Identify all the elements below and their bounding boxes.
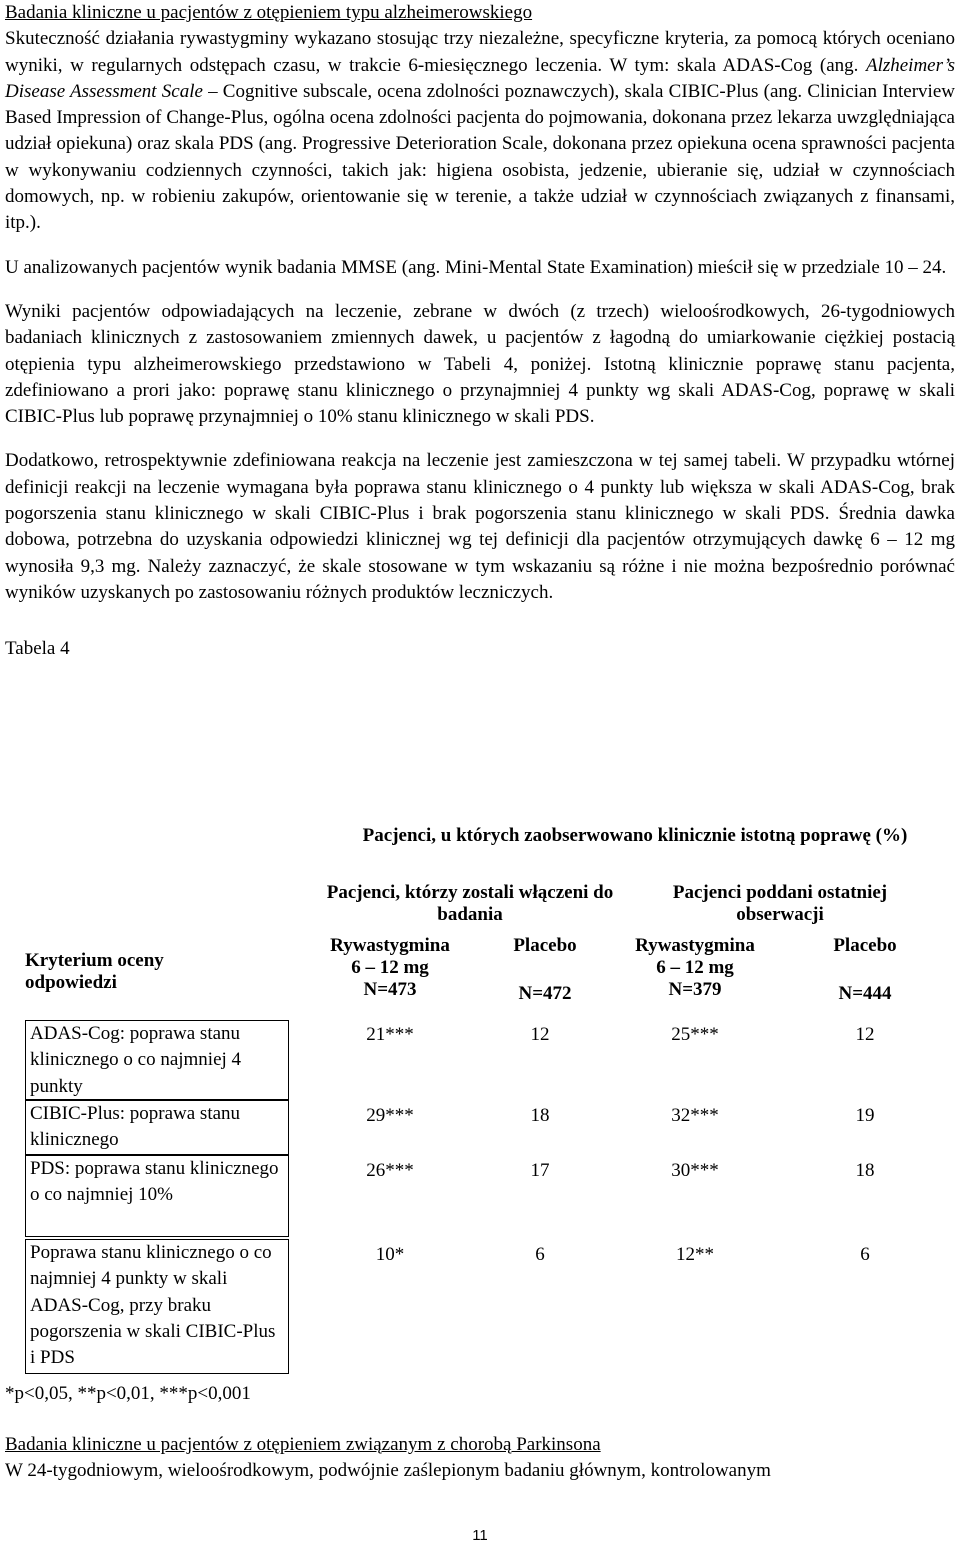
table-cell: 6 [860,1244,870,1265]
table-cell: 6 [535,1244,545,1265]
paragraph-results: Wyniki pacjentów odpowiadających na leczenie, zebrane w dwóch (z trzech) wieloośrodkowych, 26-tygodniowych badaniach klinicznych z zastosowaniem zmiennych dawek, u pacjentów z łagodną do umiarkowanie ciężkiej postacią otępienia typu alzheimerowskiego przedstawiono w Tabeli 4, poniżej. Istotną klinicznie poprawę stanu pacjenta, zdefiniowano a prori jako: poprawę stanu klinicznego o przynajmniej 4 punkty wg skali ADAS-Cog, poprawę w skali CIBIC-Plus lub poprawę przynajmniej o 10% stanu klinicznego w skali PDS. [5,300,955,428]
table-cell: 12 [530,1024,550,1045]
table-row-label: ADAS-Cog: poprawa stanu klinicznego o co najmniej 4 punkty [25,1020,289,1100]
table-row-label: Poprawa stanu klinicznego o co najmniej 4 punkty w skali ADAS-Cog, przy braku pogorszenia w skali CIBIC-Plus i PDS [25,1239,289,1374]
paragraph-scales-italic: Alzheimer’s Disease Assessment Scale [5,54,955,102]
table-cell: 29*** [366,1105,414,1126]
col-header-2 [475,935,615,1005]
table-title: Tabela 4 [5,638,70,660]
col-4-drug: Placebo [833,935,897,956]
col-2-dose [475,957,615,983]
col-4-dose [795,957,935,983]
table-row-label: PDS: poprawa stanu klinicznego o co najmniej 10% [25,1155,289,1237]
paragraph-parkinson: W 24-tygodniowym, wieloośrodkowym, podwójnie zaślepionym badaniu głównym, kontrolowanym [5,1460,771,1482]
results-table [5,825,955,1385]
section-parkinson [5,1432,955,1485]
col-2-drug: Placebo [513,935,577,956]
table-cell: 12** [676,1244,714,1265]
table-cell: 19 [855,1105,875,1126]
table-header-criterion: Kryterium oceny odpowiedzi [25,950,164,993]
col-1-dose: 6 – 12 mg [351,957,429,978]
col-header-3 [605,935,785,1001]
table-cell: 17 [530,1160,550,1181]
col-1-drug: Rywastygmina [330,935,450,956]
table-cell: 25*** [671,1024,719,1045]
col-1-n: N=473 [363,979,417,1000]
table-cell: 10* [375,1244,405,1265]
table-cell: 21*** [366,1024,414,1045]
table-header-group1: Pacjenci, którzy zostali włączeni do badania [326,882,614,925]
paragraph-retrospective: Dodatkowo, retrospektywnie zdefiniowana reakcja na leczenie jest zamieszczona w tej samej tabeli. W przypadku wtórnej definicji reakcji na leczenie wymagana była poprawa stanu klinicznego o 4 punkty lub większa w skali ADAS-Cog, brak pogorszenia stanu klinicznego w skali CIBIC-Plus i brak pogorszenia stanu klinicznego w skali PDS. Średnia dawka dobowa, potrzebna do uzyskania odpowiedzi klinicznej wg tej definicji dla pacjentów otrzymujących dawkę 6 – 12 mg wynosiła 9,3 mg. Należy zaznaczyć, że skale stosowane w tym wskazaniu są różne i nie można bezpośrednio porównać wyników uzyskanych po zastosowaniu różnych produktów leczniczych. [5,450,955,603]
col-3-dose: 6 – 12 mg [656,957,734,978]
table-row-label: CIBIC-Plus: poprawa stanu klinicznego [25,1100,289,1155]
section-heading-parkinson: Badania kliniczne u pacjentów z otępieniem związanym z chorobą Parkinsona [5,1434,601,1455]
paragraph-scales-part1: Skuteczność działania rywastygminy wykazano stosując trzy niezależne, specyficzne kryteria, za pomocą których oceniano wyniki, w regularnych odstępach czasu, w trakcie 6-miesięcznego leczenia. W tym: skala ADAS-Cog (ang. [5,28,955,76]
table-cell: 26*** [366,1160,414,1181]
table-cell: 12 [855,1024,875,1045]
col-3-drug: Rywastygmina [635,935,755,956]
table-header-main: Pacjenci, u których zaobserwowano klinicznie istotną poprawę (%) [362,825,908,846]
table-header-group2: Pacjenci poddani ostatniej obserwacji [672,882,888,925]
page-number: 11 [472,1527,488,1544]
table-cell: 18 [855,1160,875,1181]
col-header-1 [300,935,480,1001]
table-cell: 18 [530,1105,550,1126]
col-2-n: N=472 [518,983,572,1005]
col-header-4 [795,935,935,1005]
section-heading-alzheimer: Badania kliniczne u pacjentów z otępieniem typu alzheimerowskiego [5,2,533,23]
paragraph-scales [5,26,955,236]
paragraph-scales-part2: – Cognitive subscale, ocena zdolności poznawczych), skala CIBIC-Plus (ang. Clinician Interview Based Impression of Change-Plus, ogólna ocena zdolności pacjenta do pojmowania, dokonana przez lekarza uwzględniająca udział opiekuna) oraz skala PDS (ang. Progressive Deterioration Scale, dokonana przez opiekuna ocena sprawności pacjenta w wykonywaniu codziennych czynności, takich jak: higiena osobista, jedzenie, ubieranie się, udział w czynnościach domowych, np. w robieniu zakupów, orientowanie się w terenie, a także udział w czynnościach związanych z finansami, itp.). [5,80,955,234]
table-cell: 30*** [671,1160,719,1181]
col-4-n: N=444 [838,983,892,1005]
col-3-n: N=379 [668,979,722,1000]
table-footnote: *p<0,05, **p<0,01, ***p<0,001 [5,1383,251,1404]
table-cell: 32*** [671,1105,719,1126]
paragraph-mmse: U analizowanych pacjentów wynik badania MMSE (ang. Mini-Mental State Examination) mieścił się w przedziale 10 – 24. [5,256,947,278]
document-page [5,0,955,1482]
